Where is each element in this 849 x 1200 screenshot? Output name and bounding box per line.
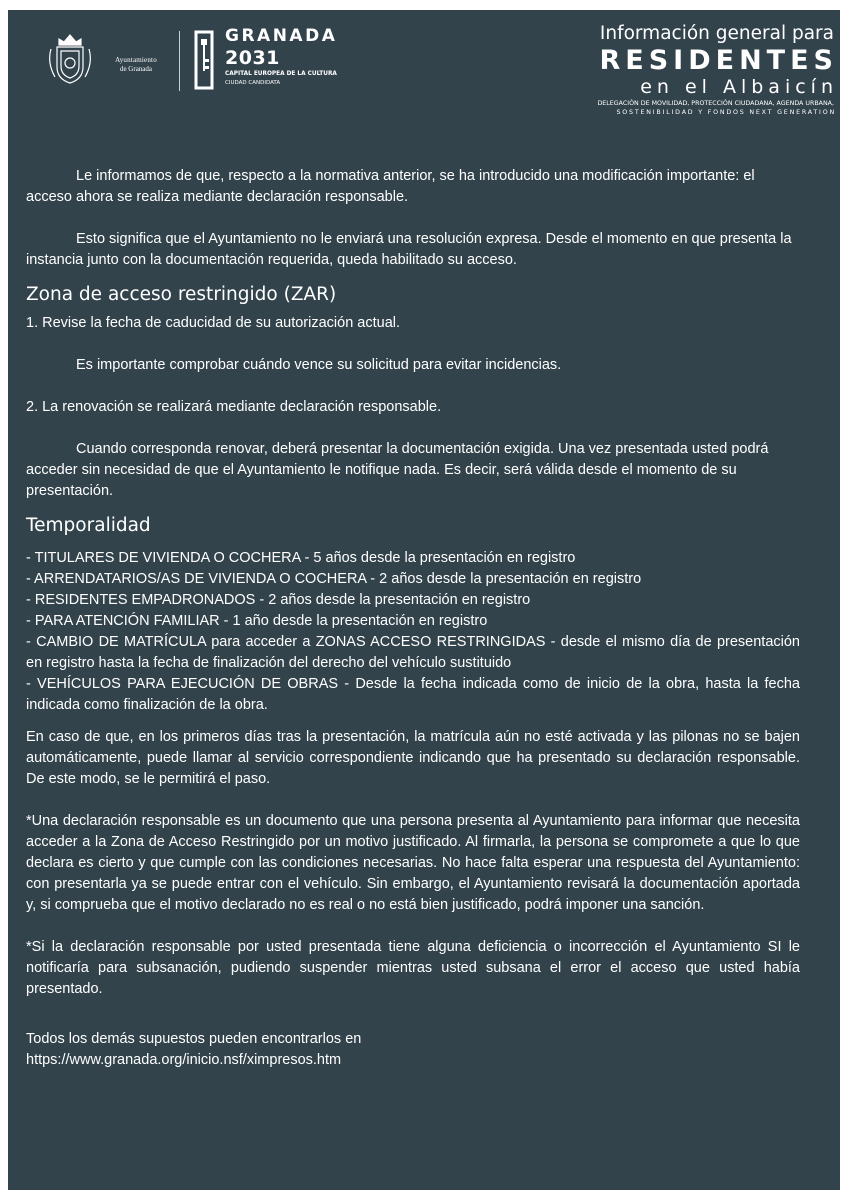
header-delegacion-line1: DELEGACIÓN DE MOVILIDAD, PROTECCIÓN CIUDADANA, AGENDA URBANA, xyxy=(597,100,834,107)
temporalidad-item: - PARA ATENCIÓN FAMILIAR - 1 año desde la presentación en registro xyxy=(26,613,488,629)
notes-paragraph-3: *Si la declaración responsable por usted presentada tiene alguna deficiencia o incorrección el Ayuntamiento SI le notificaría para subsanación, pudiendo suspender mientras usted subsana el error el acceso que usted había presentado. xyxy=(26,939,800,997)
notes-paragraph-1: En caso de que, en los primeros días tras la presentación, la matrícula aún no esté activada y las pilonas no se bajen automáticamente, puede llamar al servicio correspondiente indicando que ha presentado su declaración responsable. De este modo, se le permitirá el paso. xyxy=(26,729,800,787)
granada-key-icon xyxy=(193,29,215,91)
temporalidad-list xyxy=(26,548,800,716)
granada-wordmark: GRANADA xyxy=(225,26,338,46)
zar-item-2-detail: Cuando corresponda renovar, deberá presentar la documentación exigida. Una vez presentada usted podrá acceder sin necesidad de que el Ayuntamiento le notifique nada. Es decir, será válida desde el momento de su presentación. xyxy=(26,441,769,499)
header-title-residentes: RESIDENTES xyxy=(599,45,838,76)
ayuntamiento-wordmark xyxy=(96,56,176,74)
granada-capital-text: CAPITAL EUROPEA DE LA CULTURA xyxy=(225,71,337,77)
footer-link[interactable]: https://www.granada.org/inicio.nsf/ximpresos.htm xyxy=(26,1052,342,1068)
temporalidad-section-title: Temporalidad xyxy=(26,515,151,536)
footer-text: Todos los demás supuestos pueden encontrarlos en xyxy=(26,1031,362,1047)
zar-item-2: 2. La renovación se realizará mediante declaración responsable. xyxy=(26,399,442,415)
coat-of-arms-icon xyxy=(45,31,95,87)
zar-item-1: 1. Revise la fecha de caducidad de su autorización actual. xyxy=(26,315,401,331)
header-title-albaicin: en el Albaicín xyxy=(640,76,838,98)
temporalidad-item: - CAMBIO DE MATRÍCULA para acceder a ZONAS ACCESO RESTRINGIDAS - desde el mismo día de presentación en registro hasta la fecha de finalización del derecho del vehículo sustituido xyxy=(26,634,800,671)
temporalidad-item: - TITULARES DE VIVIENDA O COCHERA - 5 años desde la presentación en registro xyxy=(26,550,576,566)
zar-section-title: Zona de acceso restringido (ZAR) xyxy=(26,284,337,305)
main-content xyxy=(26,166,800,1071)
intro-paragraph-2: Esto significa que el Ayuntamiento no le enviará una resolución expresa. Desde el momento en que presenta la instancia junto con la documentación requerida, queda habilitado su acceso. xyxy=(26,231,792,268)
intro-paragraph-1: Le informamos de que, respecto a la normativa anterior, se ha introducido una modificación importante: el acceso ahora se realiza mediante declaración responsable. xyxy=(26,168,755,205)
header-title-line1: Información general para xyxy=(599,23,834,44)
ayuntamiento-line2: de Granada xyxy=(119,65,153,73)
zar-item-1-detail: Es importante comprobar cuándo vence su solicitud para evitar incidencias. xyxy=(76,357,562,373)
ayuntamiento-line1: Ayuntamiento xyxy=(115,56,157,64)
temporalidad-item: - ARRENDATARIOS/AS DE VIVIENDA O COCHERA - 2 años desde la presentación en registro xyxy=(26,571,642,587)
granada-candidate-text: CIUDAD CANDIDATA xyxy=(225,80,281,86)
temporalidad-item: - VEHÍCULOS PARA EJECUCIÓN DE OBRAS - Desde la fecha indicada como de inicio de la obra, hasta la fecha indicada como finalización de la obra. xyxy=(26,676,800,713)
header-delegacion-line2: SOSTENIBILIDAD Y FONDOS NEXT GENERATION xyxy=(616,109,836,116)
logo-divider xyxy=(179,31,180,91)
notes-paragraph-2: *Una declaración responsable es un documento que una persona presenta al Ayuntamiento para informar que necesita acceder a la Zona de Acceso Restringido por un motivo justificado. Al firmarla, la persona se compromete a que lo que declara es cierto y que cumple con las condiciones necesarias. No hace falta esperar una respuesta del Ayuntamiento: con presentarla ya se puede entrar con el vehículo. Sin embargo, el Ayuntamiento revisará la documentación aportada y, si comprueba que el motivo declarado no es real o no está bien justificado, podrá imponer una sanción. xyxy=(26,813,800,913)
header-title-block xyxy=(534,22,838,117)
granada-year: 2031 xyxy=(225,47,280,69)
temporalidad-item: - RESIDENTES EMPADRONADOS - 2 años desde la presentación en registro xyxy=(26,592,531,608)
flyer-page xyxy=(8,10,840,1190)
